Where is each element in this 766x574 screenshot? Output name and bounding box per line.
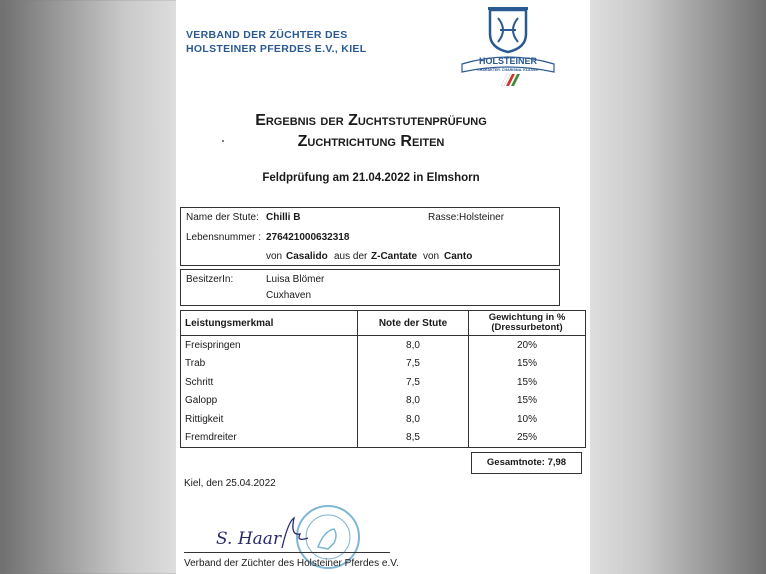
weight-cell: 20%: [469, 336, 586, 355]
breed-value: Holsteiner: [459, 212, 505, 223]
table-header-row: [181, 311, 586, 336]
mare-name-label: Name der Stute:: [186, 212, 259, 223]
sire-name: Casalido: [286, 251, 328, 262]
signatory: Verband der Züchter des Holsteiner Pferdes e.V.: [184, 558, 399, 569]
trait-cell: Galopp: [181, 392, 358, 411]
score-cell: 7,5: [358, 355, 469, 374]
document-subtitle: Zuchtrichtung Reiten: [297, 133, 445, 150]
damsire-prefix: von: [423, 251, 440, 262]
owner-label: BesitzerIn:: [186, 274, 234, 285]
dam-prefix: aus der: [334, 251, 368, 262]
holsteiner-logo: [458, 4, 558, 88]
table-row: [181, 392, 586, 411]
weight-cell: 10%: [469, 410, 586, 429]
owner-box: [180, 269, 560, 306]
association-name: [186, 28, 366, 56]
breed-label: Rasse:: [428, 212, 460, 223]
logo-wordmark: HOLSTEINER: [478, 56, 538, 66]
header-trait: Leistungsmerkmal: [181, 311, 358, 336]
weight-cell: 15%: [469, 355, 586, 374]
association-line-1: VERBAND DER ZÜCHTER DES: [186, 29, 348, 41]
table-row: [181, 373, 586, 392]
weight-cell: 15%: [469, 392, 586, 411]
place-date: Kiel, den 25.04.2022: [184, 478, 276, 489]
field-exam-line: Feldprüfung am 21.04.2022 in Elmshorn: [262, 172, 480, 184]
table-row: [181, 410, 586, 429]
owner-name: Luisa Blömer: [266, 274, 325, 285]
stray-dot: [222, 140, 224, 142]
signature-line: [184, 552, 390, 553]
table-row: [181, 429, 586, 448]
score-cell: 7,5: [358, 373, 469, 392]
weight-cell: 25%: [469, 429, 586, 448]
mare-name: Chilli B: [266, 212, 301, 223]
signature-text: S. Haar: [216, 529, 282, 549]
weight-cell: 15%: [469, 373, 586, 392]
table-row: [181, 336, 586, 355]
trait-cell: Schritt: [181, 373, 358, 392]
sire-prefix: von: [266, 251, 283, 262]
certificate-page: [176, 0, 590, 574]
association-line-2: HOLSTEINER PFERDES E.V., KIEL: [186, 43, 367, 55]
background-left: [0, 0, 178, 574]
score-cell: 8,0: [358, 410, 469, 429]
header-score: Note der Stute: [358, 311, 469, 336]
signature-image: [212, 512, 312, 554]
life-number: 276421000632318: [266, 232, 350, 243]
score-cell: 8,5: [358, 429, 469, 448]
logo-tagline: CHARAKTER. CHARISMA. KLASSE.: [477, 68, 539, 72]
trait-cell: Trab: [181, 355, 358, 374]
trait-cell: Rittigkeit: [181, 410, 358, 429]
trait-cell: Fremdreiter: [181, 429, 358, 448]
damsire-name: Canto: [444, 251, 473, 262]
score-cell: 8,0: [358, 336, 469, 355]
trait-cell: Freispringen: [181, 336, 358, 355]
dam-name: Z-Cantate: [371, 251, 418, 262]
total-score-box: Gesamtnote: 7,98: [471, 452, 582, 474]
performance-table: [180, 310, 586, 448]
life-number-label: Lebensnummer :: [186, 232, 262, 243]
owner-city: Cuxhaven: [266, 290, 312, 301]
table-row: [181, 355, 586, 374]
score-cell: 8,0: [358, 392, 469, 411]
document-title: Ergebnis der Zuchtstutenprüfung: [255, 112, 487, 129]
header-weight: Gewichtung in % (Dressurbetont): [469, 311, 586, 336]
background-right: [590, 0, 766, 574]
